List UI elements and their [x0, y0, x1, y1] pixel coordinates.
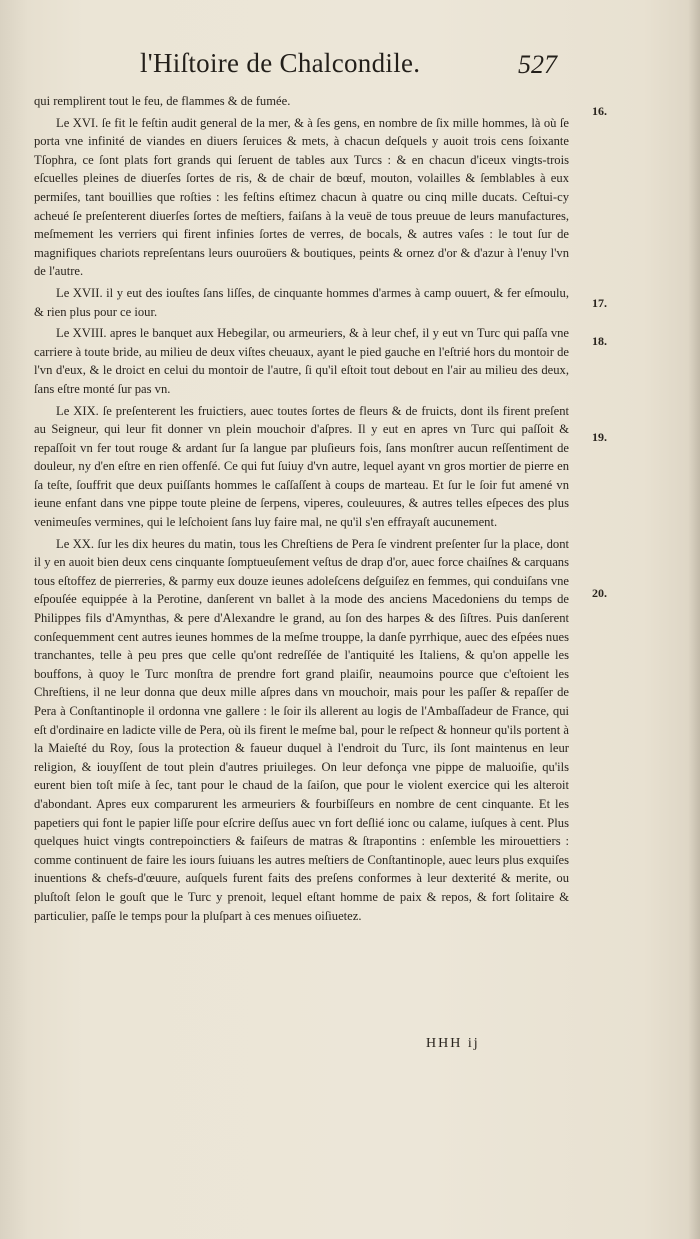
marginal-number-19: 19. — [592, 430, 607, 444]
paragraph: qui remplirent tout le feu, de flammes & de fumée. — [34, 94, 291, 108]
paragraph-day-17: Le XVII. il y eut des iouſtes ſans liſſes, de cinquante hommes d'armes à camp ouuert, & fer eſmoulu, & rien plus pour ce iour. — [34, 285, 569, 319]
paragraph-day-20: Le XX. ſur les dix heures du matin, tous les Chreſtiens de Pera ſe vindrent preſenter ſur la place, dont il y en auoit bien deux cens cinquante ſomptueuſement veſtus de drap d'or, auec force chaiſnes & carquans tous eſtoffez de pierreries, & parmy eux douze ieunes adoleſcens deſguiſez en femmes, qui conduiſans vne eſpouſée equippée à la Perotine, danſerent vn ballet à la mode des anciens Macedoniens du temps de Philippes fils d'Amynthas, & pere d'Alexandre le grand, au ſon des harpes & des ſiſtres. Puis danſerent conſequemment cent autres ieunes hommes de la meſme trouppe, la danſe pyrrhique, auec des eſpées nues tranchantes, telle à peu pres que celle qu'ont redreſſée de l'antiquité les Italiens, & qu'on appelle les bouffons, à quoy le Turc monſtra de prendre fort grand plaiſir, neaumoins pource que c'eſtoient les Chreſtiens, il ne leur donna que deux mille aſpres dans vn mouchoir, mais pour les paſſer & repaſſer de Pera à Conſtantinople il ordonna vne gallere : le ſoir ils allerent au logis de l'Ambaſſadeur de France, qui eſt d'ordinaire en ladicte ville de Pera, où ils firent le meſme bal, pour le reſpect & honneur qu'ils portent à la Maieſté du Roy, ſous la protection & faueur duquel à l'endroit du Turc, ils ſont maintenus en leur religion, & iouyſſent de tout plein d'autres priuileges. On leur defonça vne pippe de maluoiſie, qu'ils eurent bien toſt miſe à ſec, tant pour le chaud de la ſaiſon, que pour le violent exercice qui les alteroit d'abondant. Apres eux comparurent les armeuriers & fourbiſſeurs en nombre de cent cinquante. Et les papetiers qui font le papier liſſe pour eſcrire deſſus auec vn fort deſlié ionc ou calame, iuſques à cent. Plus quelques huict vingts contrepoinctiers & faiſeurs de matras & ſtrapontins : enſemble les mirouettiers : comme continuent de faire les iours ſuiuans les autres meſtiers de Conſtantinople, auec leurs plus exquiſes inuentions & chefs-d'œuure, auſquels furent faits des preſens conformes à leur dexterité & merite, ou pluſtoſt ſelon le gouſt que le Turc y prenoit, lequel eſtant homme de paix & repos, & fort ſolitaire & particulier, paſſe le temps pour la pluſpart à ces menues oiſiuetez. — [34, 536, 569, 923]
page-edge-shadow — [688, 0, 700, 1239]
marginal-number-16: 16. — [592, 104, 607, 118]
body-text — [34, 92, 569, 928]
marginal-number-20: 20. — [592, 586, 607, 600]
paragraph-day-18: Le XVIII. apres le banquet aux Hebegilar, ou armeuriers, & à leur chef, il y eut vn Turc qui paſſa vne carriere à toute bride, au milieu de deux viſtes cheuaux, ayant le pied gauche en l'eſtrié hors du montoir de l'vn d'eux, & le droict en celui du montoir de l'autre, ſi qu'il eſtoit tout debout en l'air au milieu des deux, ſans eſtre monté ſur pas vn. — [34, 326, 569, 396]
running-title: l'Hiſtoire de Chalcondile. — [140, 48, 421, 78]
paragraph-day-16: Le XVI. ſe fit le feſtin audit general de la mer, & à ſes gens, en nombre de ſix mille hommes, là où ſe porta vne infinité de viandes en diuers ſeruices & mets, à chacun deſquels y auoit trois cens ſoixante Tſophra, ce ſont plats fort grands qui ſeruent de tables aux Turcs : & en chacun d'iceux vingts-trois eſcuelles pleines de diuerſes ſortes de ris, & de chair de bœuf, mouton, volailles & ſemblables à eux permiſes, tant bouillies que roſties : les feſtins eſtimez chacun à quatre ou cinq mille ducats. Ceſtui-cy acheué ſe preſenterent diuerſes ſortes de meſtiers, faiſans à la veuë de tous preuue de leurs manufactures, meſmement les verriers qui firent infinies ſortes de verres, de bocals, & autres vaſes : le tout ſur de magnifiques chariots repreſentans leurs ouuroüers & boutiques, peints & ornez d'or & d'azur à l'enuy l'vn de l'autre. — [34, 115, 569, 279]
marginal-number-18: 18. — [592, 334, 607, 348]
signature-mark: HHH ij — [426, 1036, 480, 1051]
page-number: 527 — [518, 50, 557, 79]
paragraph-day-19: Le XIX. ſe preſenterent les fruictiers, auec toutes ſortes de fleurs & de fruicts, dont ils firent preſent au Seigneur, qui leur fit donner vn plein mouchoir d'aſpres. Il y eut en apres vn Turc qui paſſoit & repaſſoit vn fer tout rouge & ardant ſur ſa langue par pluſieurs fois, ſans monſtrer aucun reſſentiment de douleur, ny d'en eſtre en rien offenſé. Ce qui fut ſuiuy d'vn autre, lequel ayant vn gros mortier de pierre en ſa teſte, ſouffrit que deux puiſſants hommes le caſſaſſent à coups de marteau. Et ſur le ſoir fut amené vn ieune enfant dans vne pippe toute pleine de ſerpens, viperes, couleuures, & autres telles eſpeces des plus venimeuſes vermines, qui le leſchoient ſans luy faire mal, ne qu'il s'en effrayaſt aucunement. — [34, 403, 569, 530]
marginal-number-17: 17. — [592, 296, 607, 310]
